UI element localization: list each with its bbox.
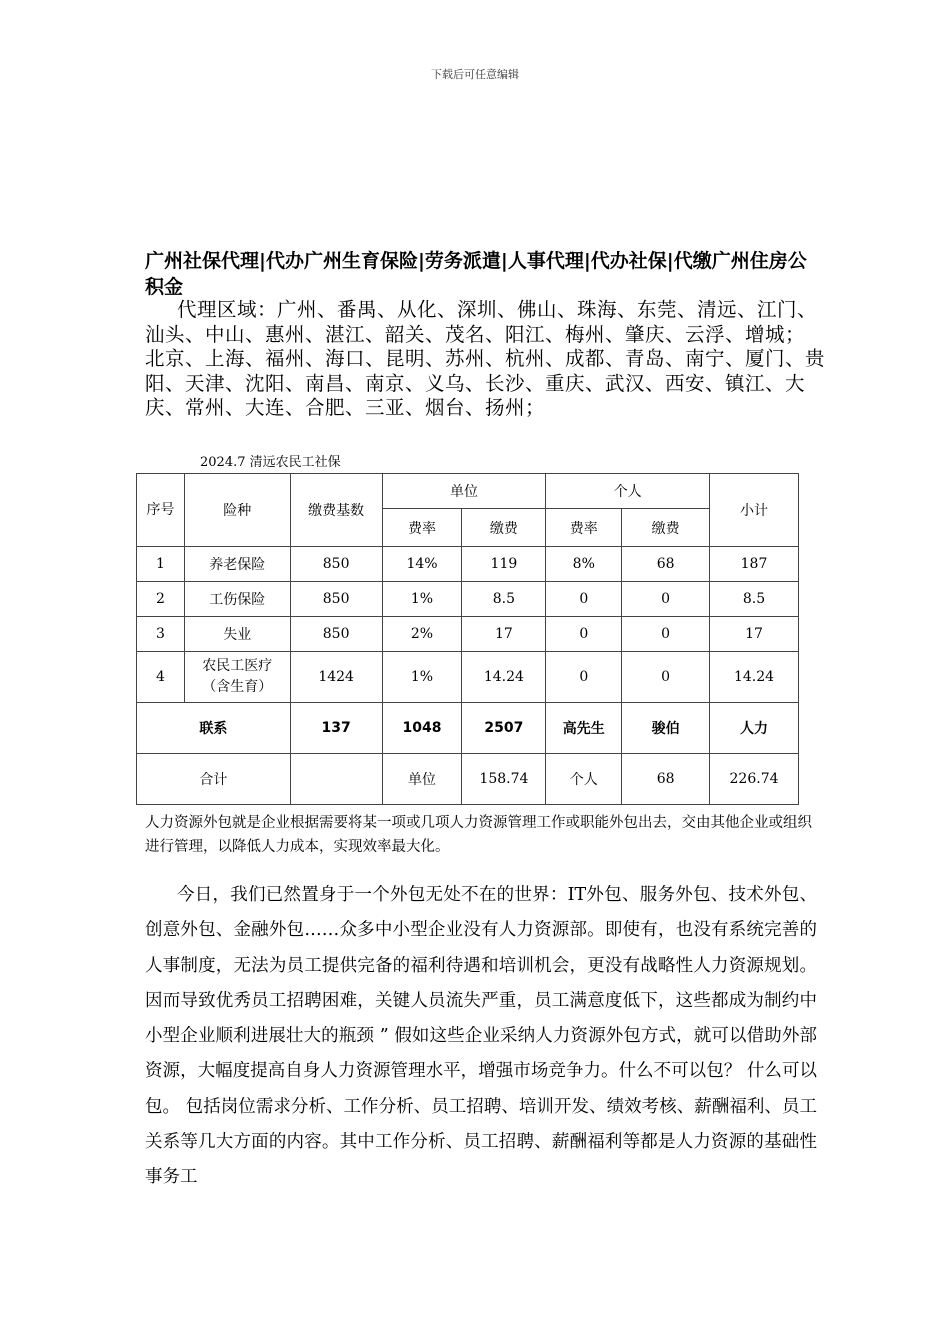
cell-seq: 2 bbox=[137, 582, 185, 617]
header-person: 个人 bbox=[546, 474, 710, 509]
total-row bbox=[137, 754, 799, 805]
cell-person-rate: 0 bbox=[546, 617, 622, 652]
body-paragraph: 今日，我们已然置身于一个外包无处不在的世界：IT外包、服务外包、技术外包、创意外包、金融外包……众多中小型企业没有人力资源部。即使有，也没有系统完善的人事制度，无法为员工提供完备的福利待遇和培训机会，更没有战略性人力资源规划。因而导致优秀员工招聘困难，关键人员流失严重，员工满意度低下，这些都成为制约中小型企业顺利进展壮大的瓶颈 ” 假如这些企业采纳人力资源外包方式，就可以借助外部资源，大幅度提高自身人力资源管理水平，增强市场竞争力。什么不可以包？ 什么可以包。 包括岗位需求分析、工作分析、员工招聘、培训开发、绩效考核、薪酬福利、员工关系等几大方面的内容。其中工作分析、员工招聘、薪酬福利等都是人力资源的基础性事务工 bbox=[145, 885, 817, 1188]
cell-type: 失业 bbox=[184, 617, 290, 652]
cell-unit-fee: 119 bbox=[462, 547, 546, 582]
contact-row bbox=[137, 703, 799, 754]
cell-base: 850 bbox=[290, 547, 382, 582]
table-row bbox=[137, 617, 799, 652]
cell-type-line1: 农民工医疗 bbox=[202, 658, 273, 674]
contact-cell: 1048 bbox=[382, 703, 462, 754]
contact-cell: 骏伯 bbox=[622, 703, 710, 754]
cell-person-fee: 0 bbox=[622, 652, 710, 703]
service-regions bbox=[145, 298, 835, 421]
cell-unit-fee: 8.5 bbox=[462, 582, 546, 617]
cell-person-rate: 0 bbox=[546, 582, 622, 617]
cell-type: 养老保险 bbox=[184, 547, 290, 582]
table-row bbox=[137, 582, 799, 617]
table-caption: 2024.7 清远农民工社保 bbox=[200, 455, 341, 470]
grand-total-value: 226.74 bbox=[710, 754, 799, 805]
header-base: 缴费基数 bbox=[290, 474, 382, 547]
total-unit-label: 单位 bbox=[382, 754, 462, 805]
cell-person-fee: 0 bbox=[622, 617, 710, 652]
total-person-value: 68 bbox=[622, 754, 710, 805]
cell-base: 1424 bbox=[290, 652, 382, 703]
cell-subtotal: 8.5 bbox=[710, 582, 799, 617]
cell-unit-fee: 14.24 bbox=[462, 652, 546, 703]
regions-national: 北京、上海、福州、海口、昆明、苏州、杭州、成都、青岛、南宁、厦门、贵阳、天津、沈阳、南昌、南京、义乌、长沙、重庆、武汉、西安、镇江、大庆、常州、大连、合肥、三亚、烟台、扬州； bbox=[145, 347, 826, 419]
cell-person-fee: 68 bbox=[622, 547, 710, 582]
header-type: 险种 bbox=[184, 474, 290, 547]
total-unit-value: 158.74 bbox=[462, 754, 546, 805]
cell-type-line2: （含生育） bbox=[202, 679, 273, 695]
cell-seq: 4 bbox=[137, 652, 185, 703]
header-unit: 单位 bbox=[382, 474, 546, 509]
header-note: 下载后可任意编辑 bbox=[431, 68, 519, 81]
contact-label: 联系 bbox=[137, 703, 291, 754]
cell-unit-rate: 1% bbox=[382, 652, 462, 703]
header-person-fee: 缴费 bbox=[622, 509, 710, 547]
insurance-table bbox=[136, 473, 799, 805]
table-row bbox=[137, 652, 799, 703]
cell-unit-rate: 1% bbox=[382, 582, 462, 617]
cell-subtotal: 17 bbox=[710, 617, 799, 652]
total-person-label: 个人 bbox=[546, 754, 622, 805]
cell-base: 850 bbox=[290, 582, 382, 617]
header-subtotal: 小计 bbox=[710, 474, 799, 547]
header-unit-rate: 费率 bbox=[382, 509, 462, 547]
cell-seq: 3 bbox=[137, 617, 185, 652]
cell-base: 850 bbox=[290, 617, 382, 652]
cell-unit-rate: 2% bbox=[382, 617, 462, 652]
cell-person-fee: 0 bbox=[622, 582, 710, 617]
table-row bbox=[137, 547, 799, 582]
total-label: 合计 bbox=[137, 754, 291, 805]
page-title: 广州社保代理|代办广州生育保险|劳务派遣|人事代理|代办社保|代缴广州住房公积金 bbox=[145, 250, 807, 298]
cell-type bbox=[184, 652, 290, 703]
header-person-rate: 费率 bbox=[546, 509, 622, 547]
cell-type: 工伤保险 bbox=[184, 582, 290, 617]
contact-cell: 人力 bbox=[710, 703, 799, 754]
header-seq: 序号 bbox=[137, 474, 185, 547]
cell-seq: 1 bbox=[137, 547, 185, 582]
contact-cell: 高先生 bbox=[546, 703, 622, 754]
contact-cell: 2507 bbox=[462, 703, 546, 754]
total-blank bbox=[290, 754, 382, 805]
cell-person-rate: 0 bbox=[546, 652, 622, 703]
cell-person-rate: 8% bbox=[546, 547, 622, 582]
contact-cell: 137 bbox=[290, 703, 382, 754]
cell-unit-fee: 17 bbox=[462, 617, 546, 652]
cell-unit-rate: 14% bbox=[382, 547, 462, 582]
cell-subtotal: 187 bbox=[710, 547, 799, 582]
header-unit-fee: 缴费 bbox=[462, 509, 546, 547]
table-header-row bbox=[137, 474, 799, 509]
cell-subtotal: 14.24 bbox=[710, 652, 799, 703]
regions-guangdong: 代理区域：广州、番禺、从化、深圳、佛山、珠海、东莞、清远、江门、汕头、中山、惠州、湛江、韶关、茂名、阳江、梅州、肇庆、云浮、增城； bbox=[145, 298, 818, 346]
outsource-definition: 人力资源外包就是企业根据需要将某一项或几项人力资源管理工作或职能外包出去，交由其他企业或组织进行管理，以降低人力成本，实现效率最大化。 bbox=[145, 815, 812, 855]
